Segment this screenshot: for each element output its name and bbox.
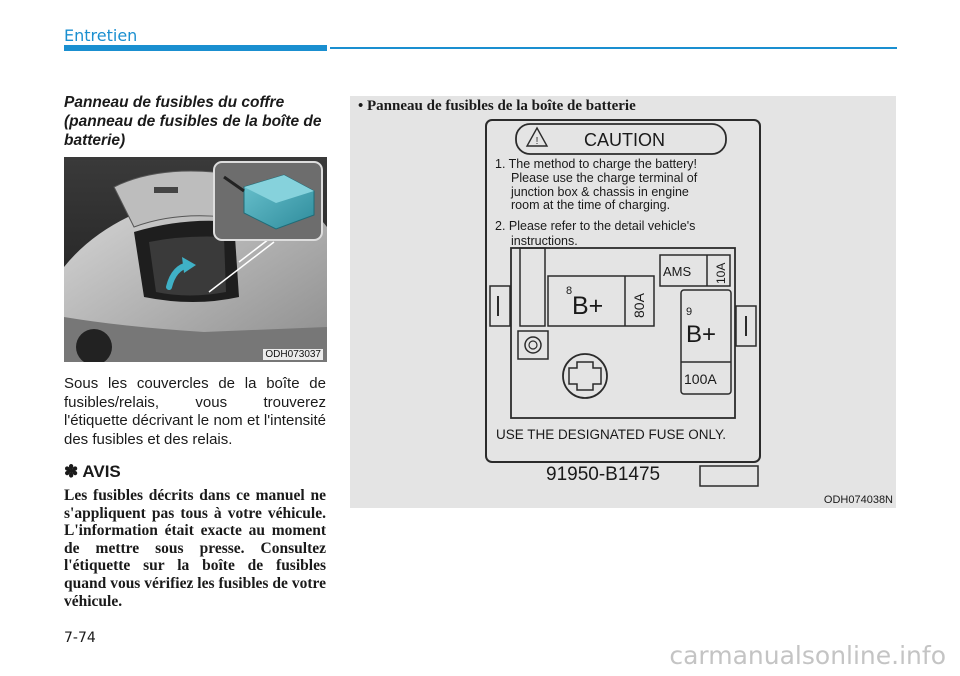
fuse-usage-note: USE THE DESIGNATED FUSE ONLY.	[496, 427, 727, 442]
fuse-8-rating: 80A	[631, 293, 647, 318]
instruction-line: 1. The method to charge the battery!	[495, 157, 697, 171]
page-number: 7-74	[64, 630, 96, 646]
header-rule-thick	[64, 45, 327, 51]
instruction-line: 2. Please refer to the detail vehicle's	[495, 219, 696, 233]
car-trunk-illustration	[64, 157, 327, 362]
svg-text:!: !	[535, 136, 539, 147]
notice-text: Les fusibles décrits dans ce manuel ne s'appliquent pas tous à votre véhicule. L'information était exacte au moment de mettre sous presse. Consultez l'étiquette sur la boîte de fusibles quand vous vérifiez les fusibles de votre véhicule.	[64, 487, 326, 610]
image-reference-code: ODH073037	[265, 349, 321, 360]
fuse-9-number: 9	[686, 306, 693, 318]
part-number: 91950-B1475	[546, 464, 661, 485]
image-reference-code: ODH074038N	[823, 494, 893, 506]
fuse-8-name: B+	[572, 292, 604, 320]
header-rule-thin	[330, 47, 897, 49]
battery-fuse-panel-figure	[350, 96, 896, 508]
ams-rating: 10A	[714, 262, 728, 284]
caution-text: CAUTION	[584, 130, 665, 150]
instruction-line: instructions.	[511, 234, 578, 248]
fuse-9-name: B+	[686, 321, 717, 348]
instruction-line: room at the time of charging.	[511, 198, 671, 212]
site-watermark: carmanualsonline.info	[669, 641, 946, 670]
trunk-fuse-panel-photo	[64, 157, 327, 362]
body-paragraph: Sous les couvercles de la boîte de fusibles/relais, vous trouverez l'étiquette décrivant le nom et l'intensité des fusibles et des relais.	[64, 375, 326, 448]
notice-title: AVIS	[82, 462, 121, 481]
subsection-heading: Panneau de fusibles du coffre (panneau de fusibles de la boîte de batterie)	[64, 94, 322, 149]
notice-symbol-icon: ✽	[64, 462, 79, 481]
fuse-8-number: 8	[566, 285, 573, 297]
instruction-line: Please use the charge terminal of	[511, 171, 698, 185]
instruction-line: junction box & chassis in engine	[511, 185, 689, 199]
figure-caption: • Panneau de fusibles de la boîte de batterie	[358, 98, 636, 114]
fuse-label-diagram	[350, 96, 896, 508]
section-title: Entretien	[64, 26, 138, 45]
notice-heading	[64, 462, 121, 482]
fuse-9-rating: 100A	[684, 371, 717, 387]
ams-label: AMS	[663, 264, 692, 279]
